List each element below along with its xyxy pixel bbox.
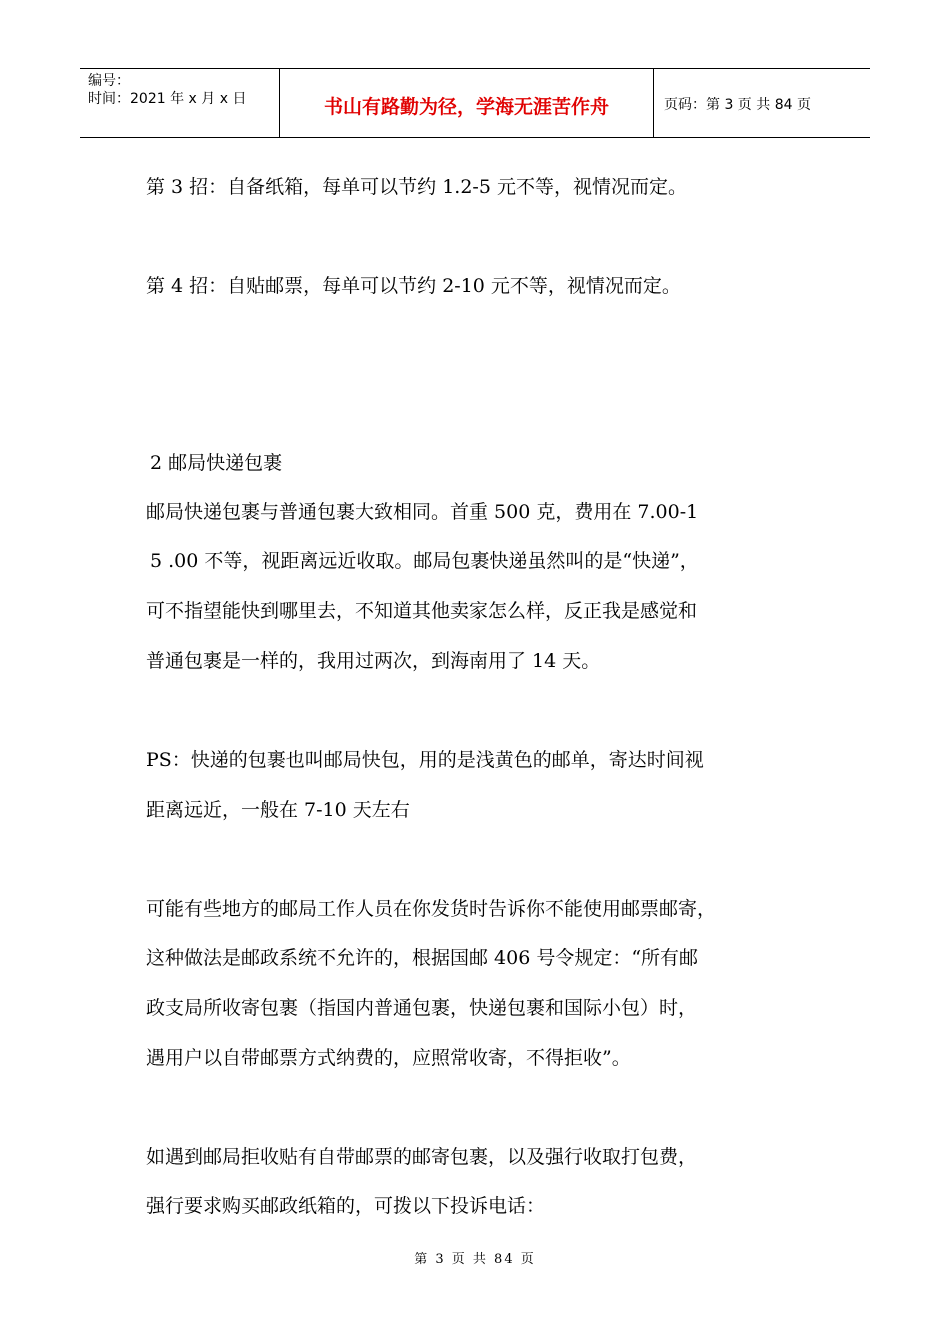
paragraph-line: 政支局所收寄包裹（指国内普通包裹，快递包裹和国际小包）时，	[146, 997, 698, 1019]
section-heading: 2 邮局快递包裹	[150, 452, 283, 474]
paragraph-line: 邮局快递包裹与普通包裹大致相同。首重 500 克，费用在 7.00-1	[146, 501, 699, 523]
ps-line: PS：快递的包裹也叫邮局快包，用的是浅黄色的邮单，寄达时间视	[146, 749, 704, 771]
page-footer: 第 3 页 共 84 页	[414, 1252, 536, 1267]
paragraph-tip-3: 第 3 招：自备纸箱，每单可以节约 1.2-5 元不等，视情况而定。	[146, 176, 687, 198]
header-page-info: 页码：第 3 页 共 84 页	[664, 97, 811, 113]
paragraph-line: 如遇到邮局拒收贴有自带邮票的邮寄包裹，以及强行收取打包费，	[146, 1146, 698, 1168]
paragraph-line: 这种做法是邮政系统不允许的，根据国邮 406 号令规定：“所有邮	[146, 947, 699, 969]
ps-line: 距离远近，一般在 7-10 天左右	[146, 799, 410, 821]
page-header	[80, 68, 870, 138]
paragraph-line: 遇用户以自带邮票方式纳费的，应照常收寄，不得拒收”。	[146, 1047, 631, 1069]
header-motto: 书山有路勤为径，学海无涯苦作舟	[280, 69, 654, 137]
paragraph-tip-4: 第 4 招：自贴邮票，每单可以节约 2-10 元不等，视情况而定。	[146, 275, 681, 297]
paragraph-line: 5 .00 不等，视距离远近收取。邮局包裹快递虽然叫的是“快递”，	[150, 550, 699, 572]
paragraph-line: 普通包裹是一样的，我用过两次，到海南用了 14 天。	[146, 650, 601, 672]
paragraph-line: 可不指望能快到哪里去，不知道其他卖家怎么样，反正我是感觉和	[146, 600, 698, 622]
paragraph-line: 可能有些地方的邮局工作人员在你发货时告诉你不能使用邮票邮寄，	[146, 898, 717, 920]
header-meta	[80, 69, 280, 137]
paragraph-line: 强行要求购买邮政纸箱的，可拨以下投诉电话：	[146, 1195, 546, 1217]
date-line: 时间：2021 年 x 月 x 日	[88, 91, 247, 107]
doc-number-label: 编号：	[88, 73, 130, 89]
